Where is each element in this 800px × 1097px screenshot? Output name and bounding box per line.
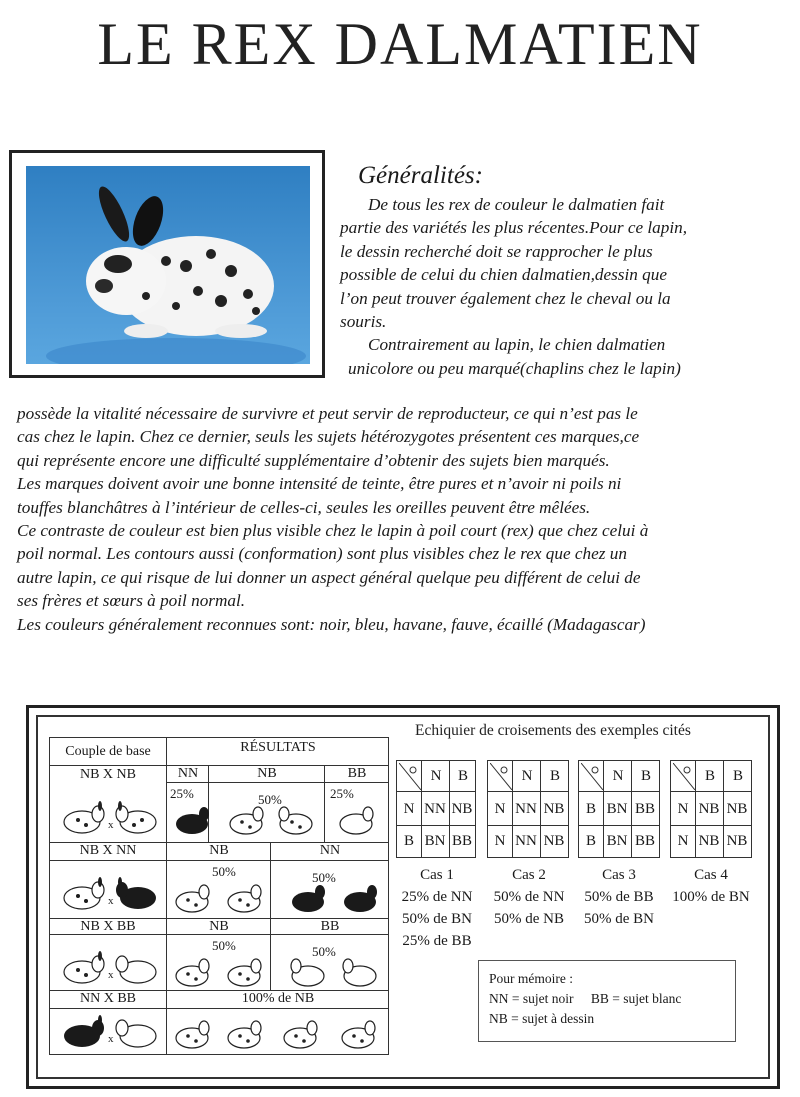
grid-cell: NB <box>543 833 565 849</box>
body-line: cas chez le lapin. Chez ce dernier, seuls les sujets hétérozygotes présentent ces marques,ce <box>17 427 640 447</box>
grid-cell: NB <box>726 833 748 849</box>
percent-label: 50% <box>212 864 236 879</box>
row-base-label: NN X BB <box>79 991 136 1006</box>
grid-left-label: N <box>494 801 506 817</box>
row-base-label: NB X BB <box>80 919 136 934</box>
intro-paragraph <box>340 193 760 380</box>
case-name: Cas 4 <box>694 867 728 883</box>
grid-top-label: B <box>704 768 715 784</box>
case-1 <box>394 864 480 952</box>
percent-label: 25% <box>170 786 194 801</box>
row-sub-label: 100% de NB <box>241 991 315 1006</box>
grid-left-label: N <box>494 833 506 849</box>
dalmatian-rabbit-image <box>26 166 310 364</box>
row-sub-label: NB <box>209 919 229 934</box>
memo-bb: BB = sujet blanc <box>590 991 682 1006</box>
grid-cell: BN <box>606 833 628 849</box>
grid-cell: NN <box>515 833 537 849</box>
memo-line <box>489 989 735 1009</box>
cross-symbol: x <box>108 895 114 907</box>
grid-cell: NB <box>726 801 748 817</box>
case-line: 50% de BN <box>402 911 472 927</box>
case-line: 50% de BN <box>584 911 654 927</box>
punnett-grid-1 <box>396 760 476 858</box>
intro-line: l’on peut trouver également chez le cheval ou la <box>340 288 671 308</box>
row-base-label: NB X NN <box>79 843 137 858</box>
section-heading: Généralités: <box>358 162 483 189</box>
result-rabbits-row1 <box>170 800 386 838</box>
grid-left-label: N <box>677 833 689 849</box>
cross-symbol: x <box>108 1033 114 1045</box>
case-line: 25% de BB <box>402 933 472 949</box>
body-paragraph <box>17 402 787 636</box>
col-header-base: Couple de base <box>65 744 151 759</box>
case-name: Cas 2 <box>512 867 546 883</box>
body-line: Ce contraste de couleur est bien plus visible chez le lapin à poil court (rex) que chez celui à <box>17 521 649 541</box>
grid-top-label: B <box>549 768 560 784</box>
memo-box <box>478 960 736 1042</box>
sex-symbols-icon <box>399 763 421 790</box>
grid-top-label: B <box>732 768 743 784</box>
punnett-grid-2 <box>487 760 569 858</box>
grid-cell: BN <box>424 833 446 849</box>
sex-symbols-icon <box>673 763 695 790</box>
row-sub-label: BB <box>347 766 367 781</box>
grid-left-label: N <box>677 801 689 817</box>
result-rabbits-row2 <box>170 878 386 916</box>
grid-top-label: N <box>612 768 624 784</box>
case-3 <box>576 864 662 930</box>
grid-top-label: B <box>457 768 468 784</box>
grid-cell: NN <box>424 801 446 817</box>
rabbit-photo <box>26 166 310 364</box>
grid-left-label: B <box>403 833 414 849</box>
intro-line: Contrairement au lapin, le chien dalmatien <box>368 335 666 355</box>
rabbit-pair-black-white <box>58 1014 162 1050</box>
row-sub-label: NN <box>177 766 199 781</box>
cross-symbol: x <box>108 819 114 831</box>
percent-label: 50% <box>258 792 282 807</box>
body-line: poil normal. Les contours aussi (conformation) sont plus visibles chez le rex que chez un <box>17 544 627 564</box>
rabbit-photo-frame <box>9 150 325 378</box>
sex-symbols-icon <box>581 763 603 790</box>
intro-line: partie des variétés les plus récentes.Pour ce lapin, <box>340 218 688 238</box>
grid-cell: BB <box>634 801 655 817</box>
grid-cell: NB <box>698 801 720 817</box>
case-line: 100% de BN <box>672 889 750 905</box>
grid-top-label: B <box>640 768 651 784</box>
punnett-grid-4 <box>670 760 752 858</box>
grid-cell: BB <box>634 833 655 849</box>
grid-left-label: B <box>585 833 596 849</box>
case-name: Cas 1 <box>420 867 454 883</box>
percent-label: 25% <box>330 786 354 801</box>
body-line: autre lapin, ce qui risque de lui donner un aspect général quelque peu différent de celui de <box>17 567 641 587</box>
body-line: possède la vitalité nécessaire de survivre et peut servir de reproducteur, ce qui n’est pas le <box>17 404 638 423</box>
percent-label: 50% <box>212 938 236 953</box>
page-title: LE REX DALMATIEN <box>97 11 703 77</box>
memo-title: Pour mémoire : <box>489 971 573 986</box>
grid-cell: NB <box>543 801 565 817</box>
grid-cell: BB <box>451 833 472 849</box>
grid-cell: NB <box>451 801 473 817</box>
grid-top-label: N <box>521 768 533 784</box>
rabbit-pair-spotted-black <box>58 876 162 912</box>
row-sub-label: NB <box>209 843 229 858</box>
intro-line: De tous les rex de couleur le dalmatien fait <box>368 195 665 214</box>
grid-top-label: N <box>430 768 442 784</box>
result-rabbits-row4 <box>170 1014 386 1052</box>
sex-symbols-icon <box>490 763 512 790</box>
body-line: Les marques doivent avoir une bonne intensité de teinte, être pures et n’avoir ni poils ni <box>17 474 622 494</box>
case-4 <box>668 864 754 908</box>
punnett-grid-3 <box>578 760 660 858</box>
case-line: 50% de NB <box>494 911 564 927</box>
intro-line: possible de celui du chien dalmatien,dessin que <box>340 265 667 285</box>
memo-nb: NB = sujet à dessin <box>489 1011 595 1026</box>
intro-line: souris. <box>340 312 387 332</box>
intro-line: le dessin recherché doit se rapprocher le plus <box>340 241 653 261</box>
case-2 <box>486 864 572 930</box>
body-line: Les couleurs généralement reconnues sont: noir, bleu, havane, fauve, écaillé (Madagascar) <box>17 614 646 634</box>
grid-cell: NB <box>698 833 720 849</box>
grid-cell: NN <box>515 801 537 817</box>
cross-symbol: x <box>108 969 114 981</box>
case-line: 25% de NN <box>401 889 473 905</box>
body-line: ses frères et sœurs à poil normal. <box>17 591 246 611</box>
col-header-results: RÉSULTATS <box>240 740 316 755</box>
intro-line: unicolore ou peu marqué(chaplins chez le lapin) <box>348 358 681 378</box>
rabbit-pair-spotted-white <box>58 950 162 986</box>
case-line: 50% de NN <box>493 889 565 905</box>
row-sub-label: BB <box>320 919 340 934</box>
results-table <box>49 737 389 1055</box>
percent-label: 50% <box>312 944 336 959</box>
row-base-label: NB X NB <box>79 767 136 782</box>
result-rabbits-row3 <box>170 952 386 990</box>
body-line: touffes blanchâtres à l’intérieur de celles-ci, seules les oreilles peuvent être mêlées. <box>17 497 591 517</box>
percent-label: 50% <box>312 870 336 885</box>
echiquier-title: Echiquier de croisements des exemples cités <box>415 722 691 739</box>
rabbit-pair-spotted-spotted <box>58 800 162 836</box>
row-sub-label: NN <box>319 843 341 858</box>
body-line: qui représente encore une difficulté supplémentaire d’obtenir des sujets bien marqués. <box>17 450 610 470</box>
case-line: 50% de BB <box>584 889 654 905</box>
case-name: Cas 3 <box>602 867 636 883</box>
row-sub-label: NB <box>257 766 277 781</box>
memo-nn: NN = sujet noir <box>489 991 574 1006</box>
grid-cell: BN <box>606 801 628 817</box>
grid-left-label: N <box>403 801 415 817</box>
grid-left-label: B <box>585 801 596 817</box>
